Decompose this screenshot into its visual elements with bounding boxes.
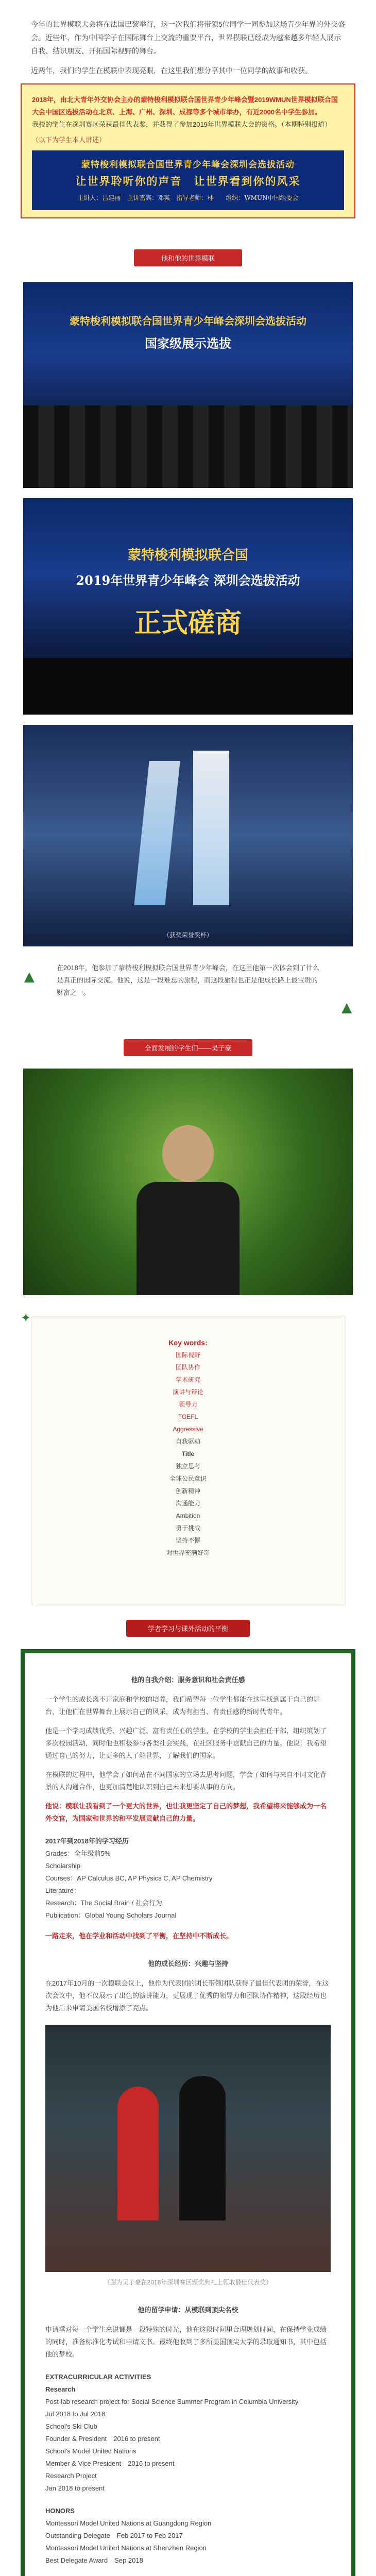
list-item: Research：The Social Brain / 社会行为 <box>45 1899 162 1907</box>
article-heading: 他的留学申请：从模联到顶尖名校 <box>138 2306 238 2314</box>
keyword-item: Aggressive <box>173 1426 203 1433</box>
keywords-list <box>0 1336 376 1559</box>
section-tag: 全面发展的学生们——吴子豪 <box>124 1039 252 1056</box>
keyword-item: 团队协作 <box>175 1364 200 1371</box>
honor-item: Best Delegate Award Sep 2018 <box>45 2556 143 2564</box>
article-paragraph: 在模联的过程中，他学会了如何站在不同国家的立场去思考问题，学会了如何与来自不同文化背景的人沟通合作，也更加清楚地认识到自己未来想要从事的方向。 <box>45 1771 327 1791</box>
list-item: Scholarship <box>45 1862 80 1870</box>
person-figure <box>117 2087 159 2221</box>
stage-line-1: 蒙特梭利模拟联合国 <box>127 548 248 563</box>
article-heading: 他的成长经历：兴趣与坚持 <box>147 1960 228 1968</box>
keyword-item: TOEFL <box>178 1413 198 1420</box>
event-banner <box>32 150 344 210</box>
keyword-item: 全球公民意识 <box>169 1475 207 1482</box>
trophy-photo <box>23 725 353 946</box>
audience-silhouette <box>23 405 353 488</box>
list-item: Literature： <box>45 1887 80 1894</box>
keyword-item: 演讲与辩论 <box>172 1388 203 1396</box>
activity-item: School's Model United Nations <box>45 2447 136 2455</box>
keyword-item: 沟通能力 <box>175 1500 200 1507</box>
activity-item: Research Project <box>45 2472 97 2480</box>
announcement-box <box>21 83 355 218</box>
keyword-item: 勇于挑战 <box>175 1524 200 1532</box>
story-text: 在2018年，他参加了蒙特梭利模拟联合国世界青少年峰会，在这里他第一次体会到了什么是真正的国际交流。他说，这是一段难忘的旅程，而这段旅程也正是他成长路上最宝贵的财富之一。 <box>57 964 319 996</box>
stage-line-3: 正式磋商 <box>134 607 242 639</box>
honor-item: Montessori Model United Nations at Guangdong Region <box>45 2519 212 2527</box>
keyword-item: Title <box>181 1450 195 1458</box>
article-paragraph: 在2017年10月的一次模联会议上，他作为代表团的团长带领团队获得了最佳代表团的荣誉，在这次会议中，他不仅展示了出色的演讲能力，更展现了优秀的领导力和团队协作精神，这段经历也为他后来申请美国名校增添了亮点。 <box>45 1979 329 2012</box>
section-header-1 <box>0 249 376 266</box>
intro-section <box>0 0 376 77</box>
stage-floor <box>23 658 353 715</box>
christmas-tree-icon: ▲ <box>21 967 38 987</box>
student-face <box>162 1125 214 1182</box>
announcement-note: （以下为学生本人讲述） <box>32 136 106 144</box>
article-body <box>25 1653 351 2567</box>
intro-paragraph: 近两年，我们的学生在模联中表现亮眼，在这里我们想分享其中一位同学的故事和收获。 <box>31 66 312 75</box>
keyword-item: 领导力 <box>178 1401 197 1408</box>
stage-line-2: 2019年世界青少年峰会 深圳会选拔活动 <box>76 573 300 588</box>
section-tag: 学者学习与课外活动的平衡 <box>126 1620 250 1637</box>
keyword-item: 独立思考 <box>175 1463 200 1470</box>
activities-title: EXTRACURRICULAR ACTIVITIES <box>45 2373 151 2381</box>
honors-title: HONORS <box>45 2507 75 2515</box>
list-item: Publication：Global Young Scholars Journal <box>45 1911 177 1919</box>
activity-item: Research <box>45 2385 76 2393</box>
section-tag: 他和他的世界模联 <box>134 249 242 266</box>
keyword-item: Ambition <box>176 1512 200 1519</box>
honor-item: Montessori Model United Nations at Shenzhen Region <box>45 2544 207 2552</box>
article-highlight: 一路走来，他在学业和活动中找到了平衡，在坚持中不断成长。 <box>45 1932 233 1940</box>
section-header-3 <box>0 1620 376 1637</box>
article-frame <box>21 1649 355 2576</box>
activity-item: Post-lab research project for Social Science Summer Program in Columbia University <box>45 2398 299 2405</box>
stage-title: 蒙特梭利模拟联合国世界青少年峰会深圳会选拔活动 <box>70 315 306 327</box>
activity-item: School's Ski Club <box>45 2422 97 2430</box>
section-header-2 <box>0 1039 376 1056</box>
banner-title: 蒙特梭利模拟联合国世界青少年峰会深圳会选拔活动 <box>81 160 295 170</box>
announcement-text: 2018年，由北大青年外交协会主办的蒙特梭利模拟联合国世界青少年峰会暨2019WMUN世界模拟联合国大会中国区选拔活动在北京、上海、广州、深圳、成都等多个城市举办，有近2000名中学生参加。 <box>32 96 338 116</box>
student-portrait <box>23 1069 353 1295</box>
list-item: Courses：AP Calculus BC, AP Physics C, AP Chemistry <box>45 1874 213 1882</box>
list-item: Grades：全年级前5% <box>45 1850 111 1857</box>
banner-slogan: 让世界聆听你的声音 让世界看到你的风采 <box>75 175 301 188</box>
star-icon: ✦ <box>21 1311 31 1325</box>
stage-subtitle: 国家级展示选拔 <box>145 336 231 351</box>
student-body <box>136 1182 240 1295</box>
christmas-tree-icon: ▲ <box>338 998 355 1018</box>
keywords-title: Key words: <box>168 1338 208 1347</box>
article-highlight: 他说：模联让我看到了一个更大的世界，也让我更坚定了自己的梦想，我希望将来能够成为一名外交官，为国家和世界的和平发展贡献自己的力量。 <box>45 1802 327 1822</box>
person-figure <box>179 2076 226 2221</box>
article-paragraph: 申请季对每一个学生来说都是一段特殊的时光，他在这段时间里合理规划时间，在保持学业成绩的同时，准备标准化考试和申请文书。最终他收到了多所美国顶尖大学的录取通知书，其中包括他的梦校。 <box>45 2326 327 2358</box>
activity-item: Jul 2018 to Jul 2018 <box>45 2410 106 2418</box>
event-photo-1 <box>23 282 353 488</box>
keyword-item: 学术研究 <box>175 1376 200 1383</box>
ceremony-photo <box>45 2025 331 2272</box>
event-photo-2 <box>23 498 353 715</box>
article-paragraph: 他是一个学习成绩优秀、兴趣广泛、富有责任心的学生，在学校的学生会担任干部，组织策划了多次校园活动，同时他也积极参与各类社会实践，在社区服务中贡献自己的力量。他说：我希望通过自己的努力，让更多的人了解世界，了解我们的国家。 <box>45 1727 327 1759</box>
article-paragraph: 一个学生的成长离不开家庭和学校的培养，我们希望每一位学生都能在这里找到属于自己的舞台，让他们在世界舞台上展示自己的风采，成为有担当、有责任感的新时代青年。 <box>45 1696 320 1716</box>
trophy-glass-right <box>193 751 229 905</box>
keyword-item: 国际视野 <box>175 1351 200 1359</box>
photo-caption: （图为吴子豪在2018年深圳赛区颁奖典礼上领取最佳代表奖） <box>104 2279 272 2286</box>
keyword-item: 坚持不懈 <box>175 1537 200 1544</box>
keyword-item: 自我驱动 <box>175 1438 200 1445</box>
article-heading: 他的自我介绍：服务意识和社会责任感 <box>131 1676 245 1684</box>
trophy-glass-left <box>134 761 180 905</box>
activity-item: Founder & President 2016 to present <box>45 2435 160 2443</box>
list-title: 2017年到2018年的学习经历 <box>45 1837 129 1845</box>
keyword-item: 对世界充满好奇 <box>166 1549 210 1556</box>
activity-item: Member & Vice President 2016 to present <box>45 2460 175 2467</box>
banner-credits: 主讲人：吕建丽 主讲嘉宾：邓某 指导老师：林 组织：WMUN中国组委会 <box>77 194 299 201</box>
intro-paragraph: 今年的世界模联大会将在法国巴黎举行，这一次我们将带领5位同学一同参加这场青少年界的外交盛会。近些年，作为中国学子在国际舞台上交流的重要平台，世界模联已经成为越来越多年轻人展示自我、结识朋友、开拓国际视野的舞台。 <box>31 20 345 55</box>
activity-item: Jan 2018 to present <box>45 2484 105 2492</box>
story-block <box>0 957 376 1034</box>
announcement-text: 我校的学生在深圳赛区荣获最佳代表奖，并获得了参加2019年世界模联大会的资格。（本期特别报道） <box>32 121 332 128</box>
keywords-section <box>0 1306 376 1615</box>
keyword-item: 创新精神 <box>175 1487 200 1495</box>
trophy-caption: （获奖荣誉奖杯） <box>163 931 213 939</box>
honor-item: Outstanding Delegate Feb 2017 to Feb 2017 <box>45 2532 183 2539</box>
